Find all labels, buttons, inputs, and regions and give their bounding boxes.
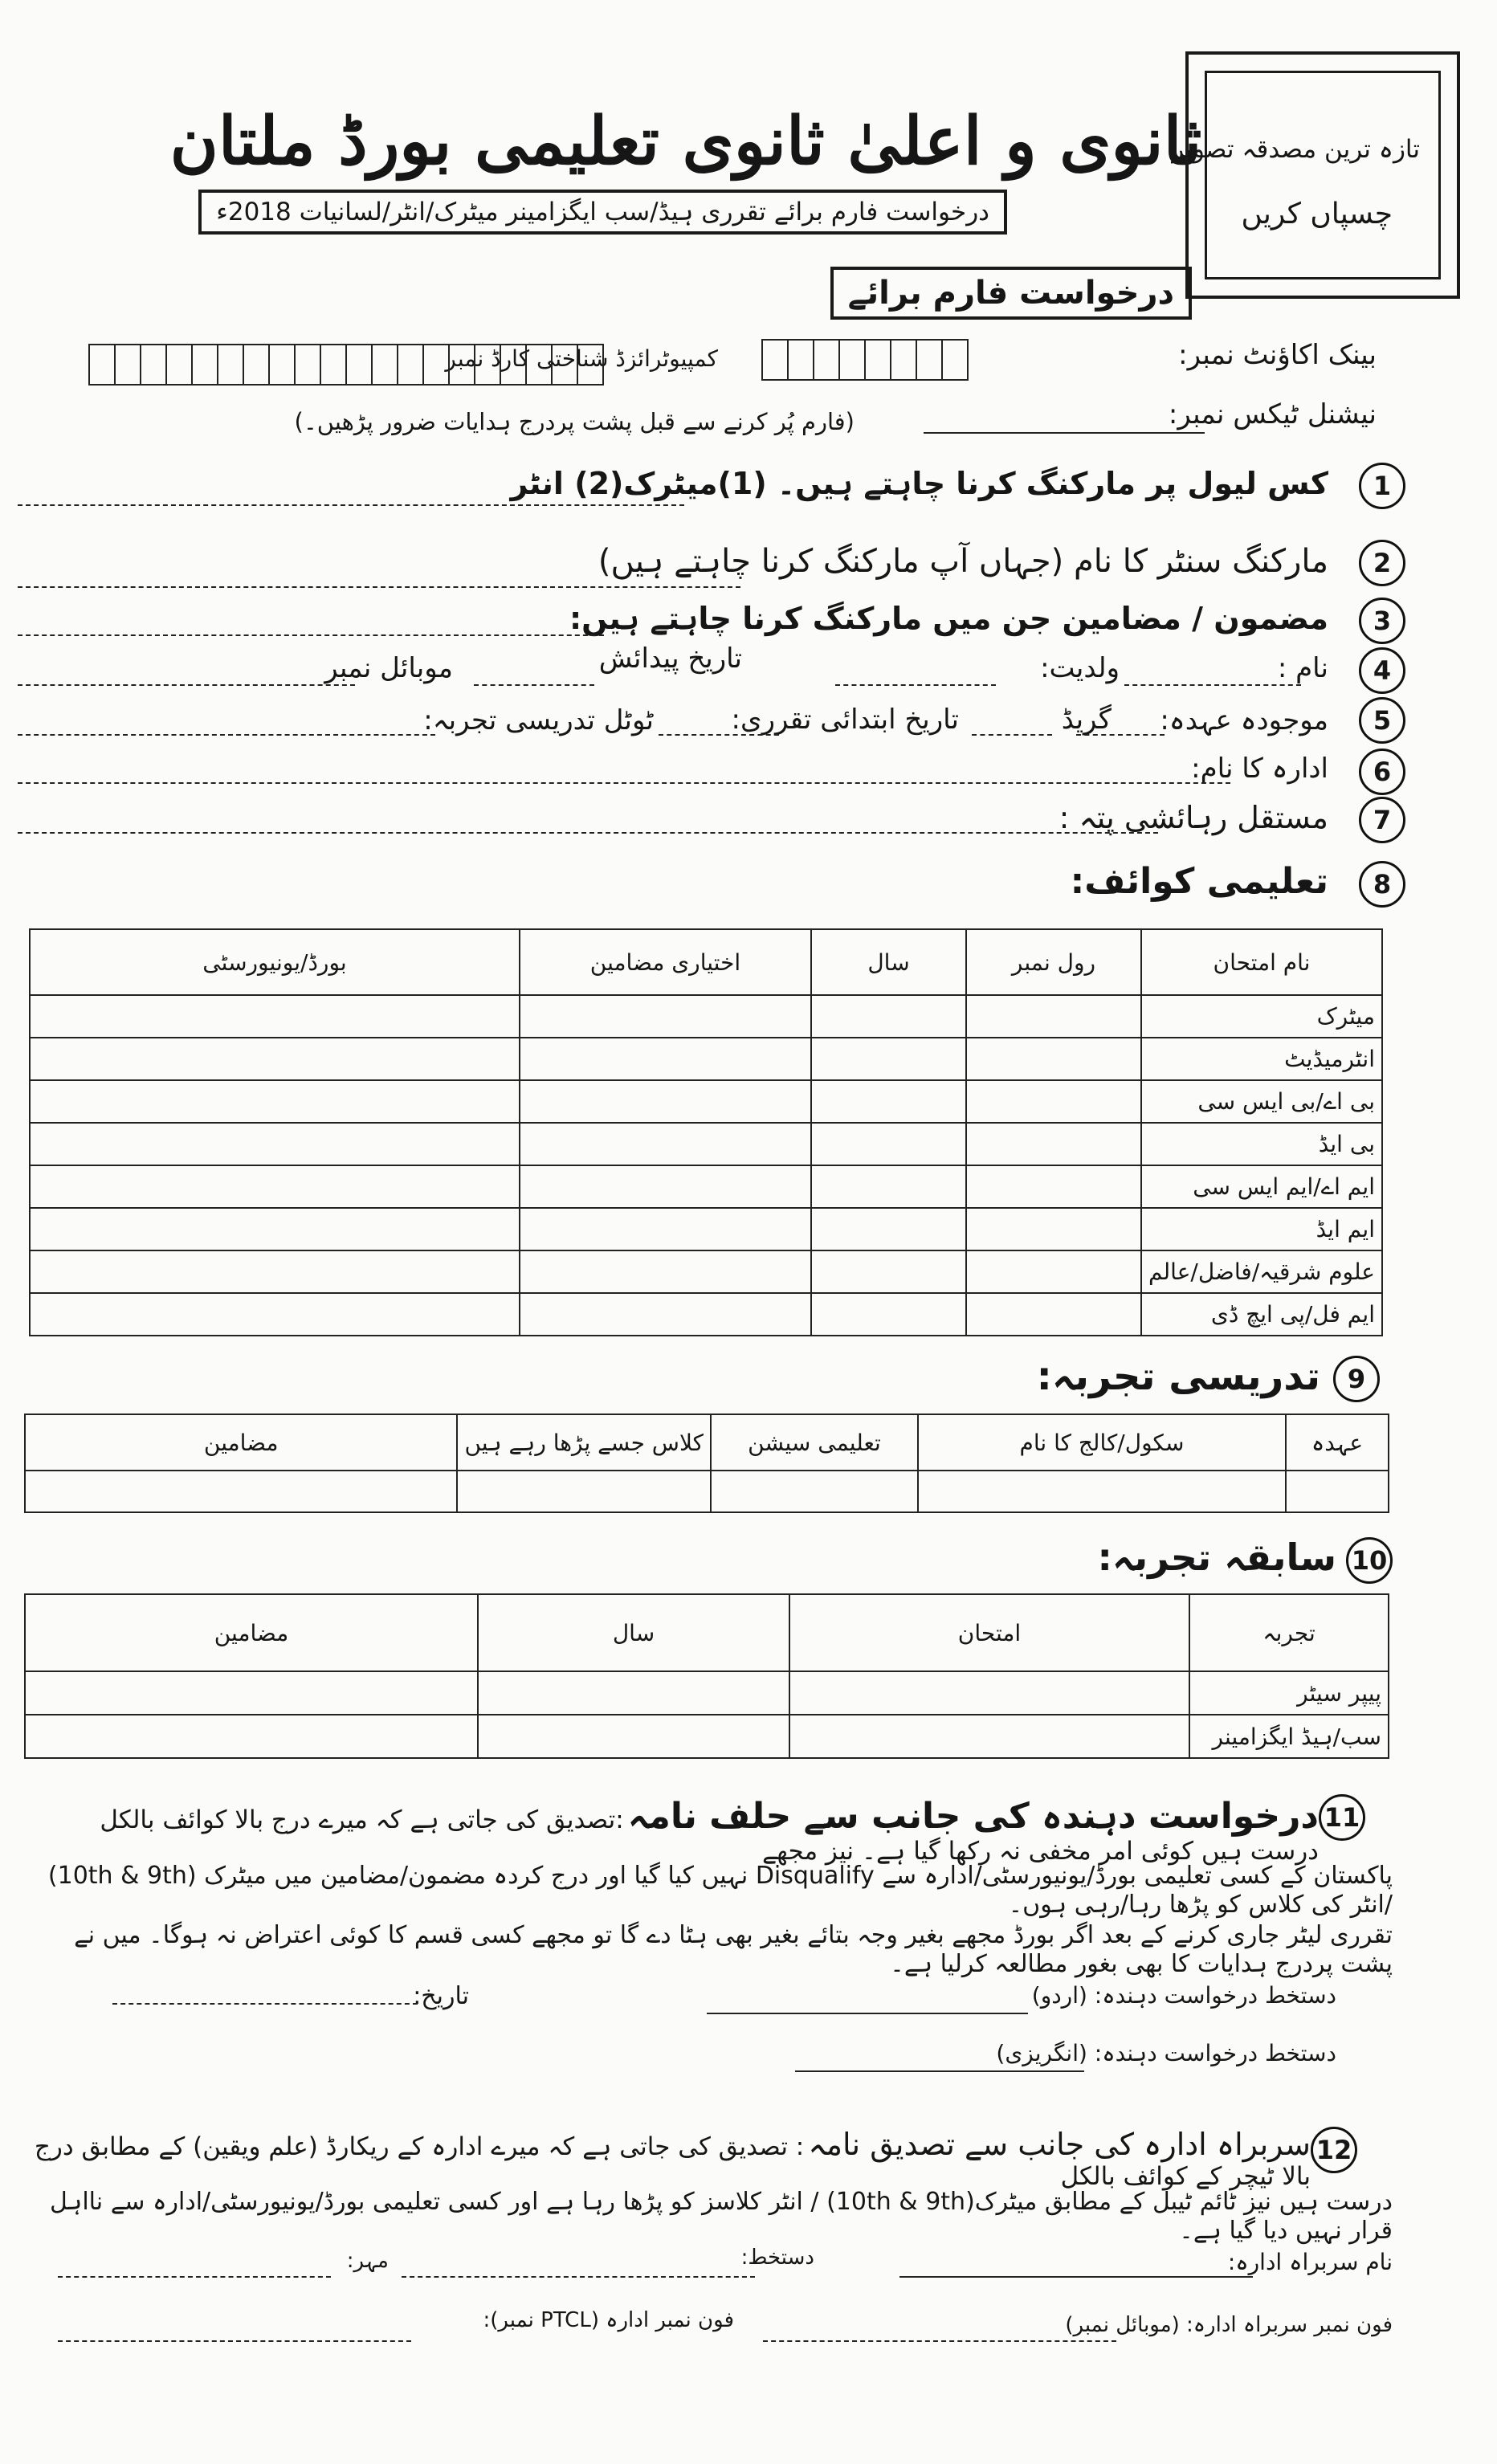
previous-experience-title: سابقہ تجربہ: <box>1097 1536 1336 1579</box>
item-number: 5 <box>1359 697 1405 744</box>
column-header: اختیاری مضامین <box>520 929 811 995</box>
column-header: سکول/کالج کا نام <box>918 1414 1286 1471</box>
affidavit-line-2: پاکستان کے کسی تعلیمی بورڈ/یونیورسٹی/ادارہ سے Disqualify نہیں کیا گیا اور درج کردہ مضمون/مضامین میں میٹرک (10th & 9th) /انٹر کی کلاس کو پڑھا رہا/رہی ہوں۔ <box>47 1862 1393 1919</box>
column-header: رول نمبر <box>966 929 1141 995</box>
q2-center-name: مارکنگ سنٹر کا نام (جہاں آپ مارکنگ کرنا چاہتے ہیں) <box>598 543 1328 580</box>
item-number: 4 <box>1359 647 1405 694</box>
signature-field[interactable] <box>402 2276 755 2278</box>
head-name-field[interactable] <box>899 2276 1253 2278</box>
q5-first-appointment-label: تاریخ ابتدائی تقرری: <box>731 704 959 736</box>
form-subtitle: درخواست فارم برائے تقرری ہیڈ/سب ایگزامینر میٹرک/انٹر/لسانیات 2018ء <box>198 190 1007 235</box>
phone-head-label: فون نمبر سربراہ ادارہ: (موبائل نمبر) <box>1065 2313 1393 2337</box>
item-number: 11 <box>1319 1794 1365 1841</box>
q2-field[interactable] <box>18 586 740 588</box>
affidavit-line-1: :تصدیق کی جاتی ہے کہ میرے درج بالا کوائف بالکل درست ہیں کوئی امر مخفی نہ رکھا گیا ہے۔ نیز مجھے <box>100 1805 1319 1866</box>
q4-father-label: ولدیت: <box>1040 652 1120 684</box>
sign-english-field[interactable] <box>795 2070 1084 2072</box>
affidavit-text <box>34 1796 1319 1866</box>
column-header: سال <box>478 1594 789 1671</box>
teaching-experience-table <box>24 1414 1389 1513</box>
column-header: تجربہ <box>1189 1594 1389 1671</box>
item-number: 1 <box>1359 463 1405 509</box>
instruction-note: (فارم پُر کرنے سے قبل پشت پردرج ہدایات ضرور پڑھیں۔) <box>294 408 855 435</box>
ntn-label: نیشنل ٹیکس نمبر: <box>1168 398 1377 430</box>
item-number: 10 <box>1346 1537 1393 1584</box>
q4-father-field[interactable] <box>835 684 996 686</box>
q1-marking-level: کس لیول پر مارکنگ کرنا چاہتے ہیں۔ (1)میٹرک(2) انٹر <box>510 466 1328 501</box>
q8-education-title: تعلیمی کوائف: <box>1070 861 1328 902</box>
table-row-label: ایم اے/ایم ایس سی <box>1141 1165 1382 1208</box>
q5-total-experience-label: ٹوٹل تدریسی تجربہ: <box>423 704 654 736</box>
q1-field[interactable] <box>18 504 684 506</box>
q7-address-field[interactable] <box>18 832 1158 834</box>
column-header: امتحان <box>789 1594 1189 1671</box>
column-header: تعلیمی سیشن <box>711 1414 918 1471</box>
table-row-label: ایم ایڈ <box>1141 1208 1382 1250</box>
item-number: 8 <box>1359 861 1405 908</box>
q4-name-label: نام : <box>1277 652 1328 684</box>
photo-instruction: تازہ ترین مصدقہ تصویر <box>1172 135 1420 164</box>
date-label: تاریخ: <box>413 1982 469 2010</box>
phone-institution-field[interactable] <box>58 2340 411 2342</box>
bank-account-label: بینک اکاؤنٹ نمبر: <box>1178 339 1377 371</box>
column-header: مضامین <box>25 1594 478 1671</box>
page-title: ثانوی و اعلیٰ ثانوی تعلیمی بورڈ ملتان <box>169 103 1202 180</box>
q5-first-appointment-field[interactable] <box>659 734 779 736</box>
previous-experience-table <box>24 1593 1389 1759</box>
table-row-label: پیپر سیٹر <box>1189 1671 1389 1715</box>
education-table <box>29 928 1383 1336</box>
q6-institution-label: ادارہ کا نام: <box>1191 753 1328 785</box>
table-row-label: ایم فل/پی ایچ ڈی <box>1141 1293 1382 1336</box>
verification-line-2: درست ہیں نیز ٹائم ٹیبل کے مطابق میٹرک(10th & 9th) / انٹر کلاسز کو پڑھا رہا ہے اور کسی تعلیمی بورڈ/یونیورسٹی/ادارہ سے نااہل قرار نہیں دیا گیا ہے۔ <box>50 2188 1393 2245</box>
item-number: 12 <box>1311 2127 1357 2173</box>
head-name-label: نام سربراہ ادارہ: <box>1227 2249 1393 2275</box>
item-number: 6 <box>1359 749 1405 795</box>
verification-text <box>26 2127 1311 2192</box>
column-header: نام امتحان <box>1141 929 1382 995</box>
item-number: 3 <box>1359 598 1405 644</box>
table-row-label: بی ایڈ <box>1141 1123 1382 1165</box>
teaching-experience-title: تدریسی تجربہ: <box>1036 1354 1320 1399</box>
item-number: 2 <box>1359 540 1405 586</box>
column-header: بورڈ/یونیورسٹی <box>30 929 520 995</box>
q3-field[interactable] <box>18 634 604 636</box>
photo-instruction-2: چسپاں کریں <box>1241 198 1393 230</box>
phone-head-field[interactable] <box>763 2340 1116 2342</box>
stamp-field[interactable] <box>58 2276 331 2278</box>
q4-dob-label: تاریخ پیدائش <box>598 643 742 675</box>
column-header: مضامین <box>25 1414 457 1471</box>
q5-total-experience-field[interactable] <box>18 734 435 736</box>
date-field[interactable] <box>112 2003 418 2005</box>
q4-mobile-field[interactable] <box>18 684 355 686</box>
sign-urdu-field[interactable] <box>707 2013 1028 2014</box>
table-row-label: بی اے/بی ایس سی <box>1141 1080 1382 1123</box>
q4-dob-field[interactable] <box>474 684 594 686</box>
affidavit-line-3: تقرری لیٹر جاری کرنے کے بعد اگر بورڈ مجھے بغیر وجہ بتائے بغیر بھی ہٹا دے گا تو مجھے کسی قسم کا کوئی اعتراض نہ ہوگا۔ میں نے پشت پردرج ہدایات کا بھی بغور مطالعہ کرلیا ہے۔ <box>74 1921 1393 1978</box>
item-number: 9 <box>1333 1356 1380 1402</box>
sign-urdu-label: دستخط درخواست دہندہ: (اردو) <box>1031 1982 1336 2009</box>
table-row-label: میٹرک <box>1141 995 1382 1038</box>
signature-label: دستخط: <box>740 2246 814 2270</box>
q6-institution-field[interactable] <box>18 782 1230 784</box>
form-for-label: درخواست فارم برائے <box>830 267 1192 320</box>
cnic-boxes[interactable] <box>90 344 604 386</box>
bank-account-boxes[interactable] <box>763 339 969 381</box>
table-row-label: سب/ہیڈ ایگزامینر <box>1189 1715 1389 1758</box>
column-header: کلاس جسے پڑھا رہے ہیں <box>457 1414 711 1471</box>
verification-line-1: : تصدیق کی جاتی ہے کہ میرے ادارہ کے ریکارڈ (علم ویقین) کے مطابق درج بالا ٹیچر کے کوائف بالکل <box>34 2132 1311 2192</box>
q5-grade-field[interactable] <box>972 734 1052 736</box>
affidavit-title: درخواست دہندہ کی جانب سے حلف نامہ <box>627 1796 1319 1837</box>
q4-mobile-label: موبائل نمبر <box>324 652 453 684</box>
table-row-label: علوم شرقیہ/فاضل/عالم <box>1141 1250 1382 1293</box>
item-number: 7 <box>1359 797 1405 843</box>
table-row-label: انٹرمیڈیٹ <box>1141 1038 1382 1080</box>
cnic-label: کمپیوٹرائزڈ شناختی کارڈ نمبر <box>445 345 718 372</box>
ntn-field[interactable] <box>924 432 1205 434</box>
q5-post-label: موجودہ عہدہ: <box>1160 704 1328 736</box>
q5-grade-label: گریڈ <box>1061 704 1112 736</box>
column-header: سال <box>811 929 966 995</box>
column-header: عہدہ <box>1286 1414 1389 1471</box>
verification-title: سربراہ ادارہ کی جانب سے تصدیق نامہ <box>808 2127 1311 2162</box>
stamp-label: مہر: <box>346 2249 389 2273</box>
q4-name-field[interactable] <box>1124 684 1301 686</box>
photo-box[interactable] <box>1172 51 1460 299</box>
q7-address-label: مستقل رہائشی پتہ : <box>1059 800 1328 835</box>
sign-english-label: دستخط درخواست دہندہ: (انگریزی) <box>996 2040 1336 2066</box>
q3-subjects: مضمون / مضامین جن میں مارکنگ کرنا چاہتے ہیں: <box>569 601 1328 636</box>
phone-institution-label: فون نمبر ادارہ (PTCL نمبر): <box>483 2308 734 2332</box>
